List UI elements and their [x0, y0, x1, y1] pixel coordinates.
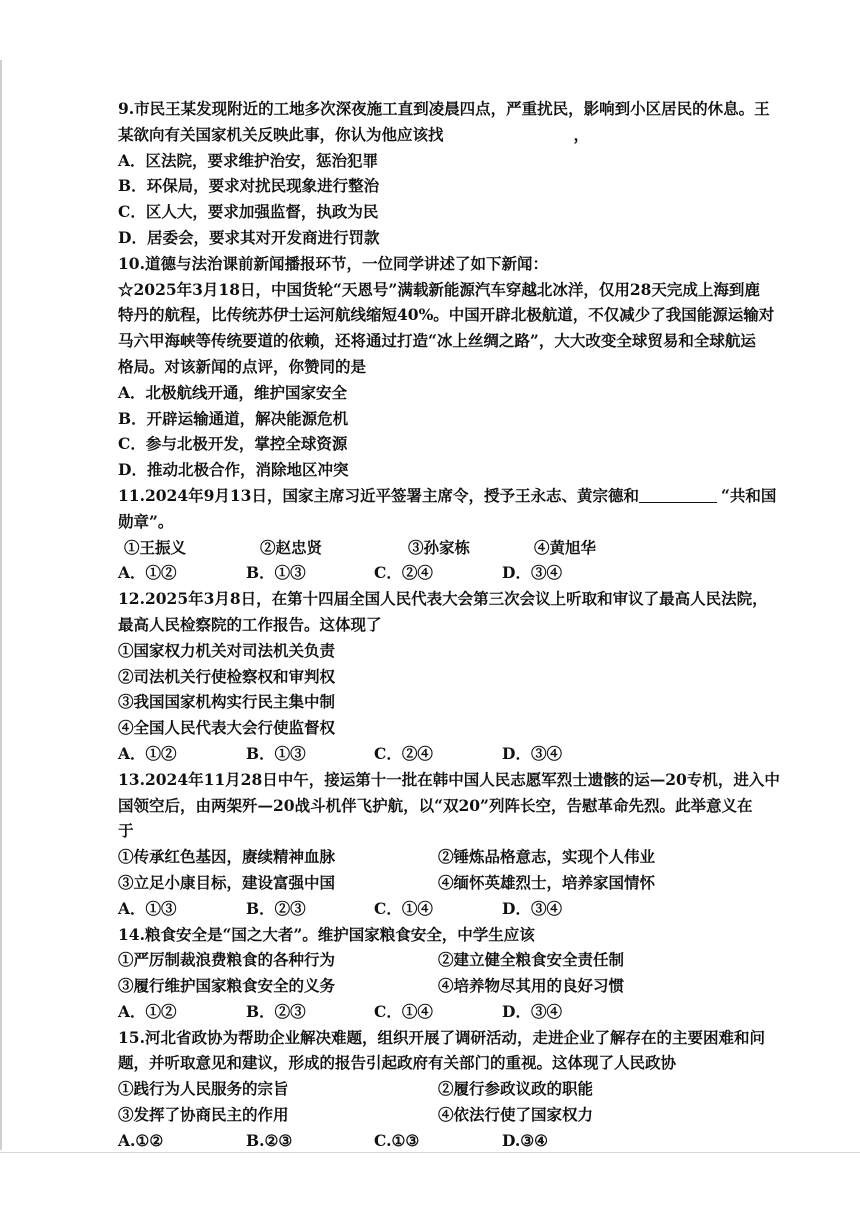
question-12: [118, 586, 778, 767]
q14-stem: 14.粮食安全是“国之大者”。维护国家粮食安全，中学生应该: [118, 924, 535, 944]
q14-item: ③履行维护国家粮食安全的义务: [118, 976, 336, 996]
q9-stem-text: 某欲向有关国家机关反映此事，你认为他应该找: [118, 124, 444, 144]
q13-item: ③立足小康目标，建设富强中国: [118, 872, 336, 892]
q9-option-c: C．区人大，要求加强监督，执政为民: [118, 202, 379, 222]
q13-item: ②锤炼品格意志，实现个人伟业: [438, 847, 656, 867]
q13-option: B．②③: [246, 898, 306, 918]
q15-option: A.①②: [118, 1130, 164, 1150]
q10-option-c: C．参与北极开发，掌控全球资源: [118, 434, 348, 454]
q14-item: ④培养物尽其用的良好习惯: [438, 976, 625, 996]
q11-options-row: [118, 560, 778, 586]
q12-option: D．③④: [502, 743, 562, 763]
q13-option: C．①④: [374, 898, 433, 918]
q12-stem-line-1: 12.2025年3月8日，在第十四届全国人民代表大会第三次会议上听取和审议了最高人民法院，: [118, 589, 768, 609]
q9-option-d: D．居委会，要求其对开发商进行罚款: [118, 227, 380, 247]
q14-options-row: [118, 999, 778, 1025]
question-11: [118, 483, 778, 586]
q14-option: C．①④: [374, 1001, 433, 1021]
q14-option: D．③④: [502, 1001, 562, 1021]
q15-option: B.②③: [246, 1130, 293, 1150]
q11-option: B．①③: [246, 563, 306, 583]
q15-option: D.③④: [502, 1130, 549, 1150]
q12-item-1: ①国家权力机关对司法机关负责: [118, 640, 336, 660]
q15-item: ③发挥了协商民主的作用: [118, 1105, 289, 1125]
q13-item: ④缅怀英雄烈士，培养家国情怀: [438, 872, 656, 892]
q10-news-line-3: 马六甲海峡等传统要道的依赖，还将通过打造“冰上丝绸之路”，大大改变全球贸易和全球航运: [118, 331, 756, 351]
question-list: [118, 96, 778, 1154]
q11-answer-blank: [639, 484, 717, 503]
q13-option: A．①③: [118, 898, 177, 918]
q13-stem-line-2: 国领空后，由两架歼—20战斗机伴飞护航，以“双20”列阵长空，告慰革命先烈。此举意义在: [118, 795, 753, 815]
q15-option: C.①③: [374, 1130, 420, 1150]
q13-options-row: [118, 896, 778, 922]
question-14: [118, 922, 778, 1025]
q9-option-a: A．区法院，要求维护治安，惩治犯罪: [118, 150, 379, 170]
q10-news-line-4: 格局。对该新闻的点评，你赞同的是: [118, 356, 367, 376]
q11-stem-tail: “共和国: [720, 485, 777, 505]
q13-stem-line-1: 13.2024年11月28日中午，接运第十一批在韩中国人民志愿军烈士遗骸的运—20专机，进入中: [118, 769, 780, 789]
question-13: [118, 767, 778, 922]
q15-items-row-2: [118, 1102, 778, 1128]
q10-option-b: B．开辟运输通道，解决能源危机: [118, 408, 349, 428]
q9-option-b: B．环保局，要求对扰民现象进行整治: [118, 176, 380, 196]
q14-item: ②建立健全粮食安全责任制: [438, 950, 625, 970]
q12-item-2: ②司法机关行使检察权和审判权: [118, 666, 336, 686]
question-9: [118, 96, 778, 251]
q12-item-3: ③我国国家机构实行民主集中制: [118, 692, 336, 712]
q10-option-a: A．北极航线开通，维护国家安全: [118, 382, 348, 402]
q12-item-4: ④全国人民代表大会行使监督权: [118, 718, 336, 738]
q11-stem-text: 11.2024年9月13日，国家主席习近平签署主席令，授予王永志、黄宗德和: [118, 485, 639, 505]
q11-item: ③孙家栋: [408, 537, 471, 557]
q11-item: ④黄旭华: [534, 537, 597, 557]
q15-item: ②履行参政议政的职能: [438, 1079, 594, 1099]
q14-items-row-1: [118, 947, 778, 973]
scan-edge: [0, 60, 2, 1150]
question-15: [118, 1025, 778, 1154]
q9-stem-line-1: 9.市民王某发现附近的工地多次深夜施工直到凌晨四点，严重扰民，影响到小区居民的休息。王: [118, 99, 770, 118]
q14-option: B．②③: [246, 1001, 306, 1021]
q11-item: ①王振义: [124, 537, 187, 557]
q13-option: D．③④: [502, 898, 562, 918]
q15-options-row: [118, 1128, 778, 1154]
q12-option: C．②④: [374, 743, 433, 763]
q13-item: ①传承红色基因，赓续精神血脉: [118, 847, 336, 867]
q11-stem-line-1: [118, 483, 778, 509]
q11-item: ②赵忠贤: [260, 537, 323, 557]
q13-stem-line-3: 于: [118, 821, 134, 841]
q13-items-row-2: [118, 870, 778, 896]
q11-stem-line-2: 勋章”。: [118, 511, 174, 531]
q15-stem-line-2: 题，并听取意见和建议，形成的报告引起政府有关部门的重视。这体现了人民政协: [118, 1053, 677, 1073]
q11-option: D．③④: [502, 563, 562, 583]
q13-items-row-1: [118, 844, 778, 870]
q15-items-row-1: [118, 1076, 778, 1102]
q10-option-d: D．推动北极合作，消除地区冲突: [118, 460, 349, 480]
q15-stem-line-1: 15.河北省政协为帮助企业解决难题，组织开展了调研活动，走进企业了解存在的主要困难和问: [118, 1027, 765, 1047]
q15-item: ①践行为人民服务的宗旨: [118, 1079, 289, 1099]
q14-item: ①严厉制裁浪费粮食的各种行为: [118, 950, 336, 970]
question-10: [118, 251, 778, 483]
q10-stem: 10.道德与法治课前新闻播报环节，一位同学讲述了如下新闻：: [118, 253, 548, 273]
q11-option: A．①②: [118, 563, 177, 583]
q15-item: ④依法行使了国家权力: [438, 1105, 594, 1125]
q10-news-line-1: ☆2025年3月18日，中国货轮“天恩号”满载新能源汽车穿越北冰洋，仅用28天完成上海到鹿: [118, 279, 760, 299]
q12-options-row: [118, 741, 778, 767]
q9-stray-mark: ，: [573, 124, 590, 144]
q12-option: B．①③: [246, 743, 306, 763]
q12-stem-line-2: 最高人民检察院的工作报告。这体现了: [118, 614, 382, 634]
q14-items-row-2: [118, 973, 778, 999]
q10-news-line-2: 特丹的航程，比传统苏伊士运河航线缩短40%。中国开辟北极航道，不仅减少了我国能源运输对: [118, 305, 775, 325]
q9-stem-line-2: [118, 122, 778, 148]
q11-items-row: [124, 535, 778, 561]
q11-option: C．②④: [374, 563, 433, 583]
q14-option: A．①②: [118, 1001, 177, 1021]
q12-option: A．①②: [118, 743, 177, 763]
